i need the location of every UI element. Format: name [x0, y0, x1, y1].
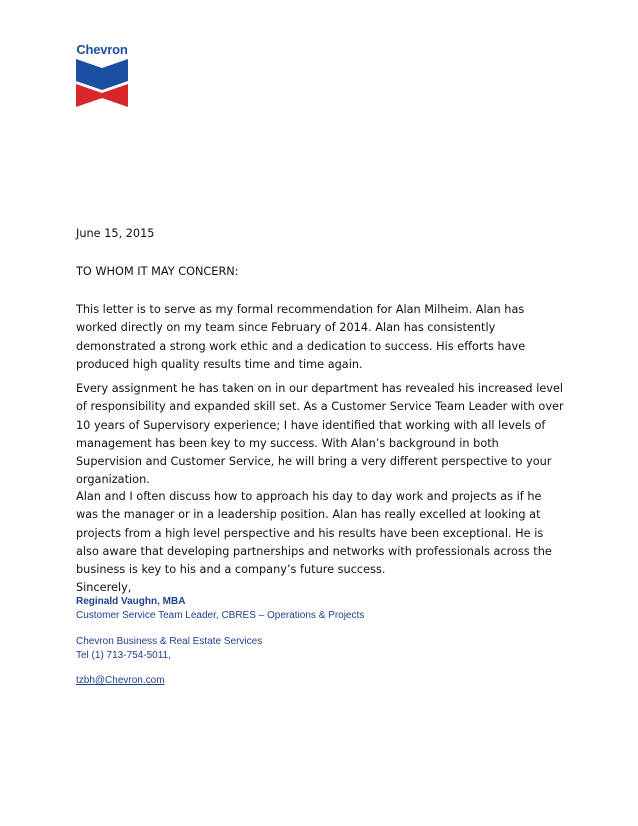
letter-paragraph-2: Every assignment he has taken on in our department has revealed his increased level of responsibility and expanded skill set. As a Customer Service Team Leader with over 10 years of Supervisory experience; I have identified that working with all levels of management has been key to my success. With Alan’s background in both Supervision and Customer Service, he will bring a very different perspective to your organization. — [76, 382, 564, 487]
logo-wordmark: Chevron — [76, 42, 128, 57]
signature-phone: Tel (1) 713-754-5011, — [76, 650, 171, 661]
letter-paragraph-3: Alan and I often discuss how to approach his day to day work and projects as if he was the manager or in a leadership position. Alan has really excelled at looking at projects from a high level perspective and his results have been exceptional. He is also aware that developing partnerships and networks with professionals across the business is key to his and a company’s future success. — [76, 490, 552, 577]
letter-closing: Sincerely, — [76, 581, 132, 594]
letter-salutation: TO WHOM IT MAY CONCERN: — [76, 265, 239, 278]
signature-title: Customer Service Team Leader, CBRES – Operations & Projects — [76, 610, 365, 621]
chevron-hallmark-icon — [76, 59, 128, 109]
chevron-logo — [72, 42, 132, 110]
signature-name: Reginald Vaughn, MBA — [76, 596, 186, 607]
letter-paragraph-1: This letter is to serve as my formal recommendation for Alan Milheim. Alan has worked directly on my team since February of 2014. Alan has consistently demonstrated a strong work ethic and a dedication to success. His efforts have produced high quality results time and time again. — [76, 303, 526, 371]
signature-company: Chevron Business & Real Estate Services — [76, 636, 263, 647]
letter-date: June 15, 2015 — [76, 227, 155, 240]
signature-email-link[interactable]: tzbh@Chevron.com — [76, 675, 165, 686]
